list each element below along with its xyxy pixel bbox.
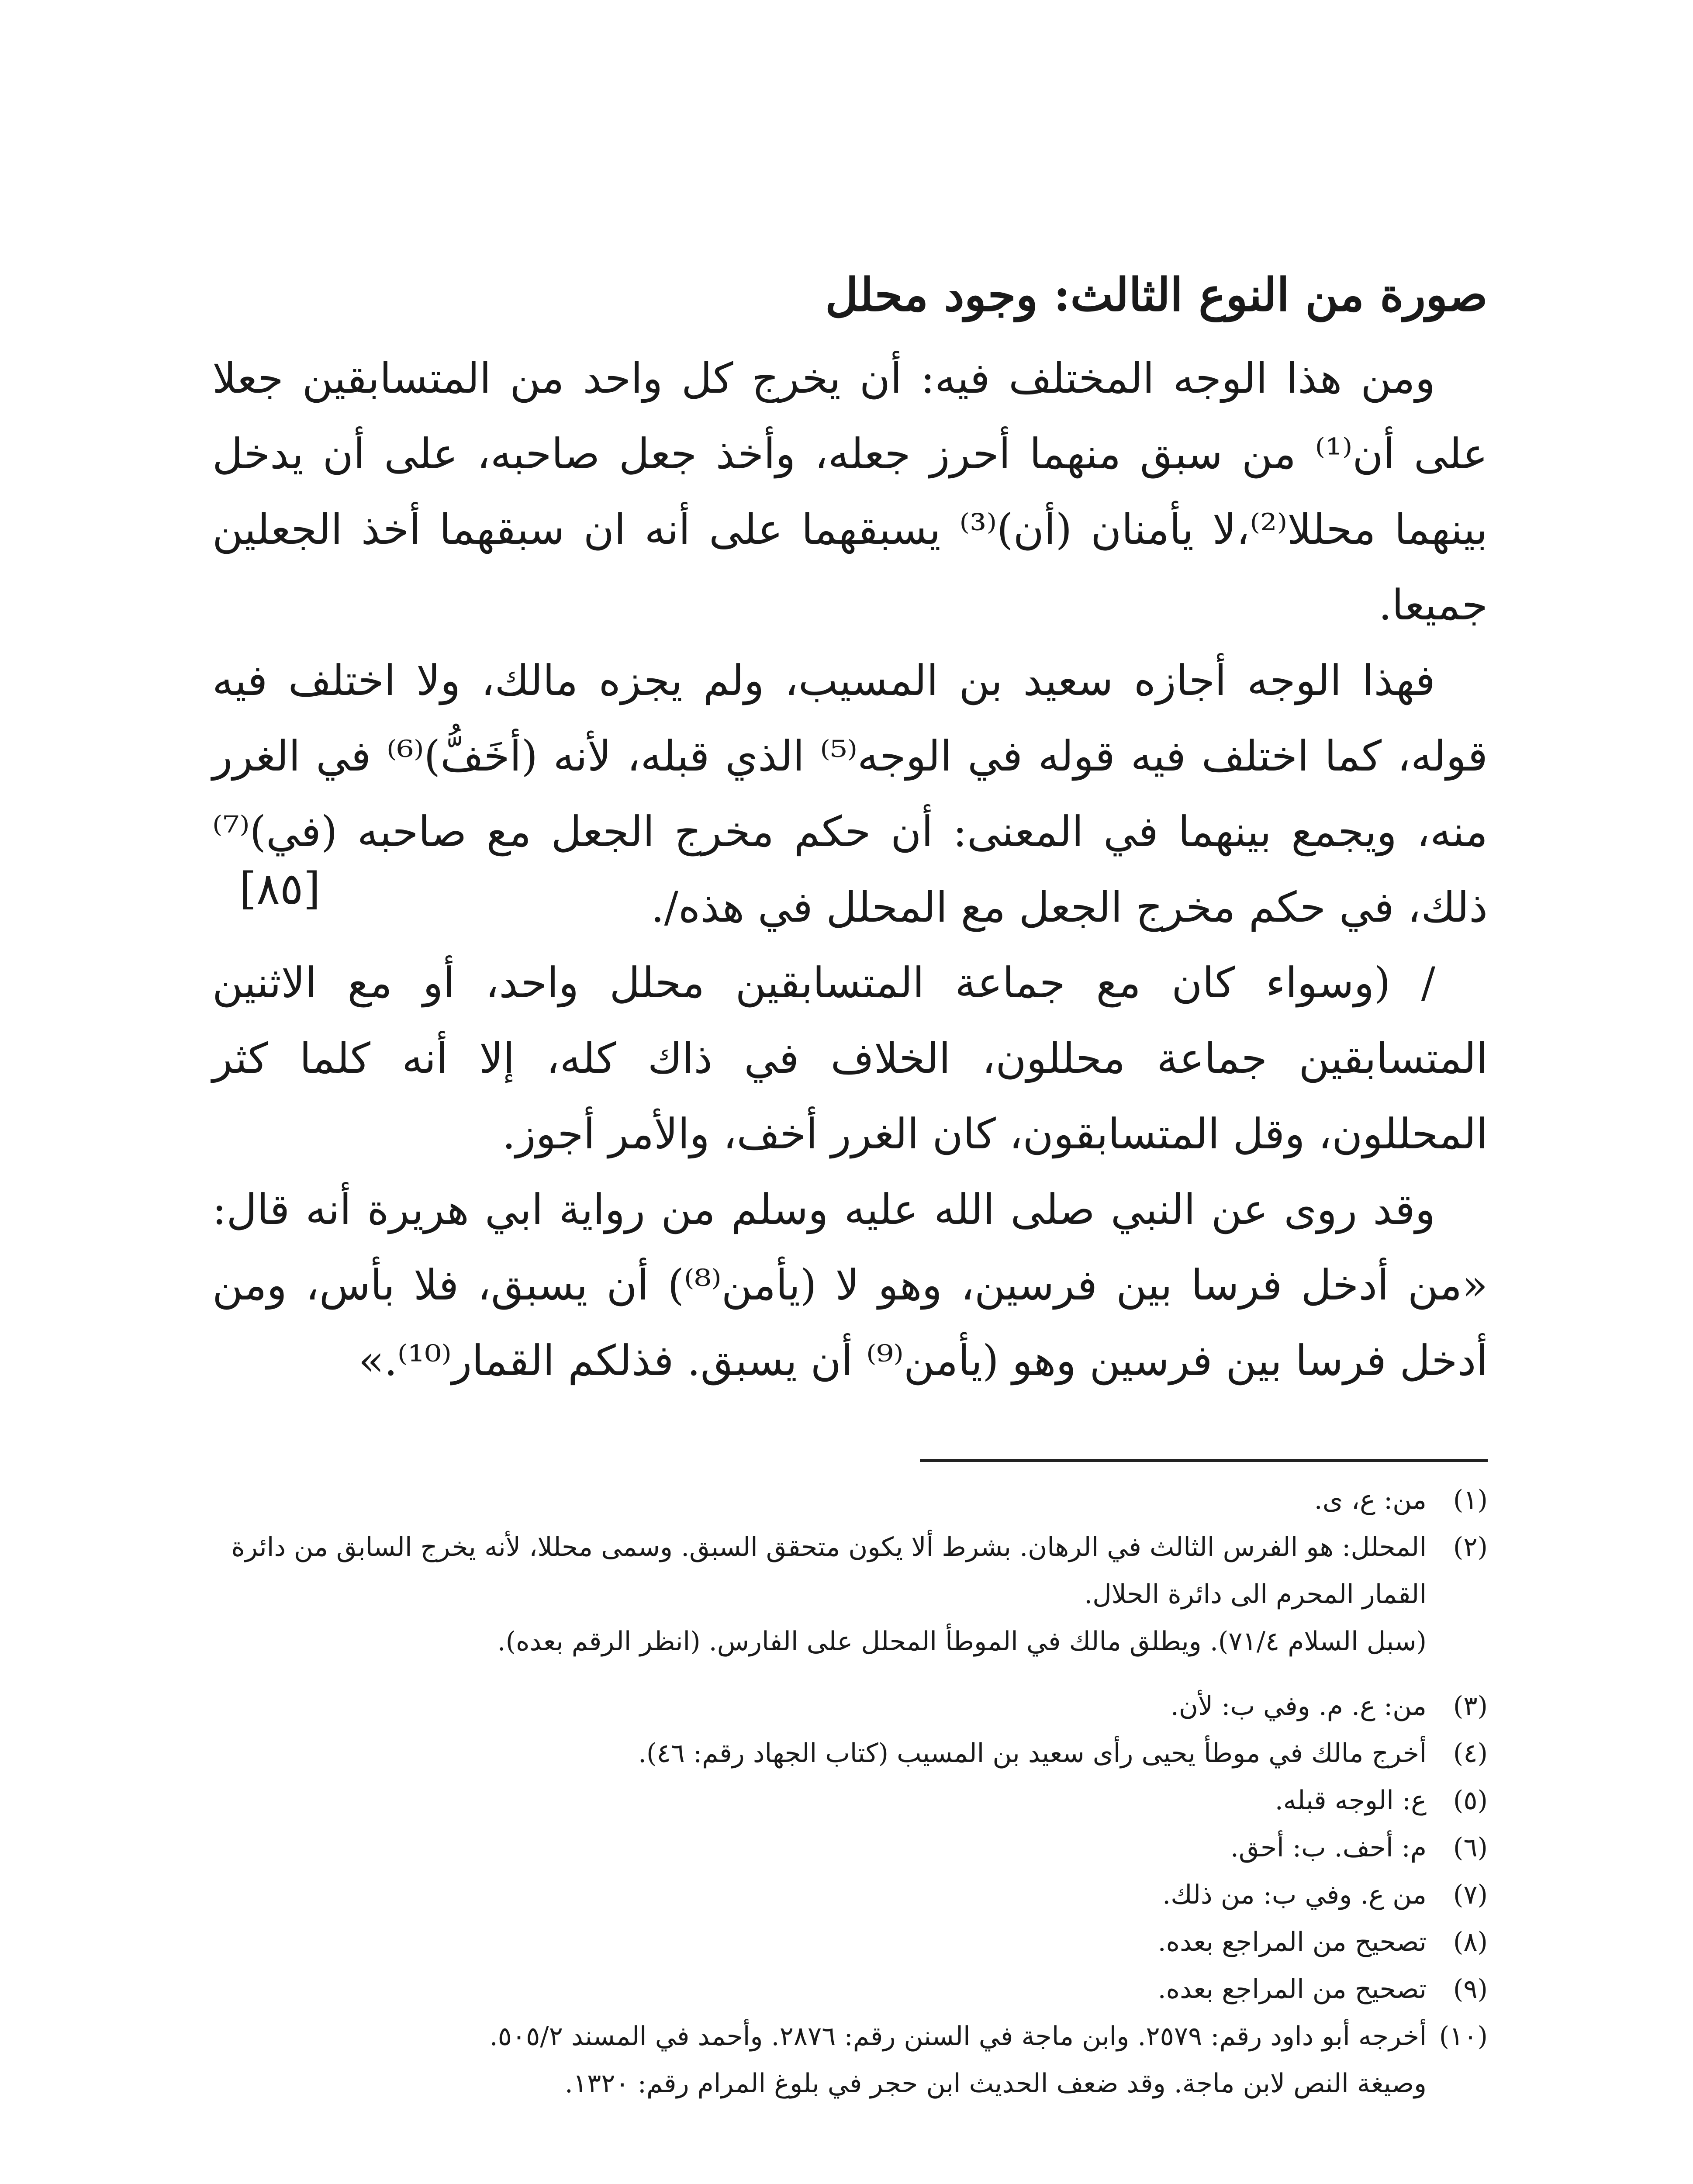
footnote-text: من: ع. م. وفي ب: لأن.: [1170, 1691, 1427, 1721]
footnote-text: من ع. وفي ب: من ذلك.: [1162, 1880, 1427, 1910]
footnote-text: م: أحف. ب: أحق.: [1230, 1832, 1427, 1863]
footnote-text: أخرجه أبو داود رقم: ٢٥٧٩. وابن ماجة في السنن رقم: ٢٨٧٦. وأحمد في المسند ٥٠٥/٢.: [489, 2021, 1427, 2052]
footnote-number: (١٠): [1439, 2021, 1488, 2052]
section-heading: صورة من النوع الثالث: وجود محلل: [825, 268, 1488, 321]
footnote-text: من: ع، ى.: [1314, 1485, 1427, 1515]
footnote-text: ع: الوجه قبله.: [1275, 1785, 1427, 1816]
footnote: [177, 1918, 1488, 1966]
main-text: [212, 341, 1488, 1399]
footnote-text: (سبل السلام ٧١/٤). ويطلق مالك في الموطأ المحلل على الفارس. (انظر الرقم بعده).: [497, 1626, 1427, 1657]
footnote-number: (١): [1453, 1485, 1488, 1515]
footnote: [177, 1824, 1488, 1871]
footnote-number: (٥): [1453, 1785, 1488, 1816]
footnotes-list: [177, 1476, 1488, 2107]
footnote-number: (٦): [1453, 1832, 1488, 1863]
footnote-divider: [920, 1459, 1488, 1462]
footnote-text: تصحيح من المراجع بعده.: [1157, 1974, 1427, 2004]
footnote-text: أخرج مالك في موطأ يحيى رأى سعيد بن المسيب (كتاب الجهاد رقم: ٤٦).: [638, 1738, 1427, 1769]
footnote: [177, 1730, 1488, 1777]
footnote-number: (٤): [1453, 1738, 1488, 1769]
paragraph: / (وسواء كان مع جماعة المتسابقين محلل واحد، أو مع الاثنين المتسابقين جماعة محللون، الخلاف في ذاك كله، إلا أنه كلما كثر المحللون، وقل المتسابقون، كان الغرر أخف، والأمر أجوز.: [212, 958, 1488, 1158]
paragraph: ومن هذا الوجه المختلف فيه: أن يخرج كل واحد من المتسابقين جعلا على أن⁽¹⁾ من سبق منهما أحرز جعله، وأخذ جعل صاحبه، على أن يدخل بينهما محللا⁽²⁾،لا يأمنان (أن)⁽³⁾ يسبقهما على أنه ان سبقهما أخذ الجعلين جميعا.: [212, 354, 1488, 629]
footnote-text: المحلل: هو الفرس الثالث في الرهان. بشرط ألا يكون متحقق السبق. وسمى محللا، لأنه يخرج السابق من دائرة القمار المحرم الى دائرة الحلال.: [231, 1532, 1427, 1610]
footnote-continuation: [177, 2060, 1488, 2107]
footnote-number: (٢): [1453, 1532, 1488, 1562]
footnote-number: (٣): [1453, 1691, 1488, 1721]
paragraph: وقد روى عن النبي صلى الله عليه وسلم من رواية ابي هريرة أنه قال: «من أدخل فرسا بين فرسين، وهو لا (يأمن⁽⁸⁾) أن يسبق، فلا بأس، ومن أدخل فرسا بين فرسين وهو (يأمن⁽⁹⁾ أن يسبق. فذلكم القمار⁽¹⁰⁾.»: [212, 1185, 1488, 1385]
footnote: [177, 1476, 1488, 1524]
footnote: [177, 1966, 1488, 2013]
footnote: [177, 1524, 1488, 1618]
footnote-number: (٧): [1453, 1880, 1488, 1910]
footnote-spacer: [177, 1665, 1488, 1683]
footnote: [177, 2013, 1488, 2060]
footnote: [177, 1777, 1488, 1824]
footnote-number: (٩): [1453, 1974, 1488, 2004]
footnote: [177, 1871, 1488, 1918]
manuscript-folio-marker: [٨٥]: [239, 863, 321, 914]
footnote-continuation: [177, 1618, 1488, 1665]
footnote-text: تصحيح من المراجع بعده.: [1157, 1927, 1427, 1957]
footnote-text: وصيغة النص لابن ماجة. وقد ضعف الحديث ابن حجر في بلوغ المرام رقم: ١٣٢٠.: [564, 2068, 1427, 2099]
footnote-number: (٨): [1453, 1927, 1488, 1957]
paragraph: فهذا الوجه أجازه سعيد بن المسيب، ولم يجزه مالك، ولا اختلف فيه قوله، كما اختلف فيه قوله في الوجه⁽⁵⁾ الذي قبله، لأنه (أخَفُّ)⁽⁶⁾ في الغرر منه، ويجمع بينهما في المعنى: أن حكم مخرج الجعل مع صاحبه (في)⁽⁷⁾ ذلك، في حكم مخرج الجعل مع المحلل في هذه/.: [212, 656, 1488, 932]
footnote: [177, 1683, 1488, 1730]
page-number: [0, 2180, 1693, 2184]
